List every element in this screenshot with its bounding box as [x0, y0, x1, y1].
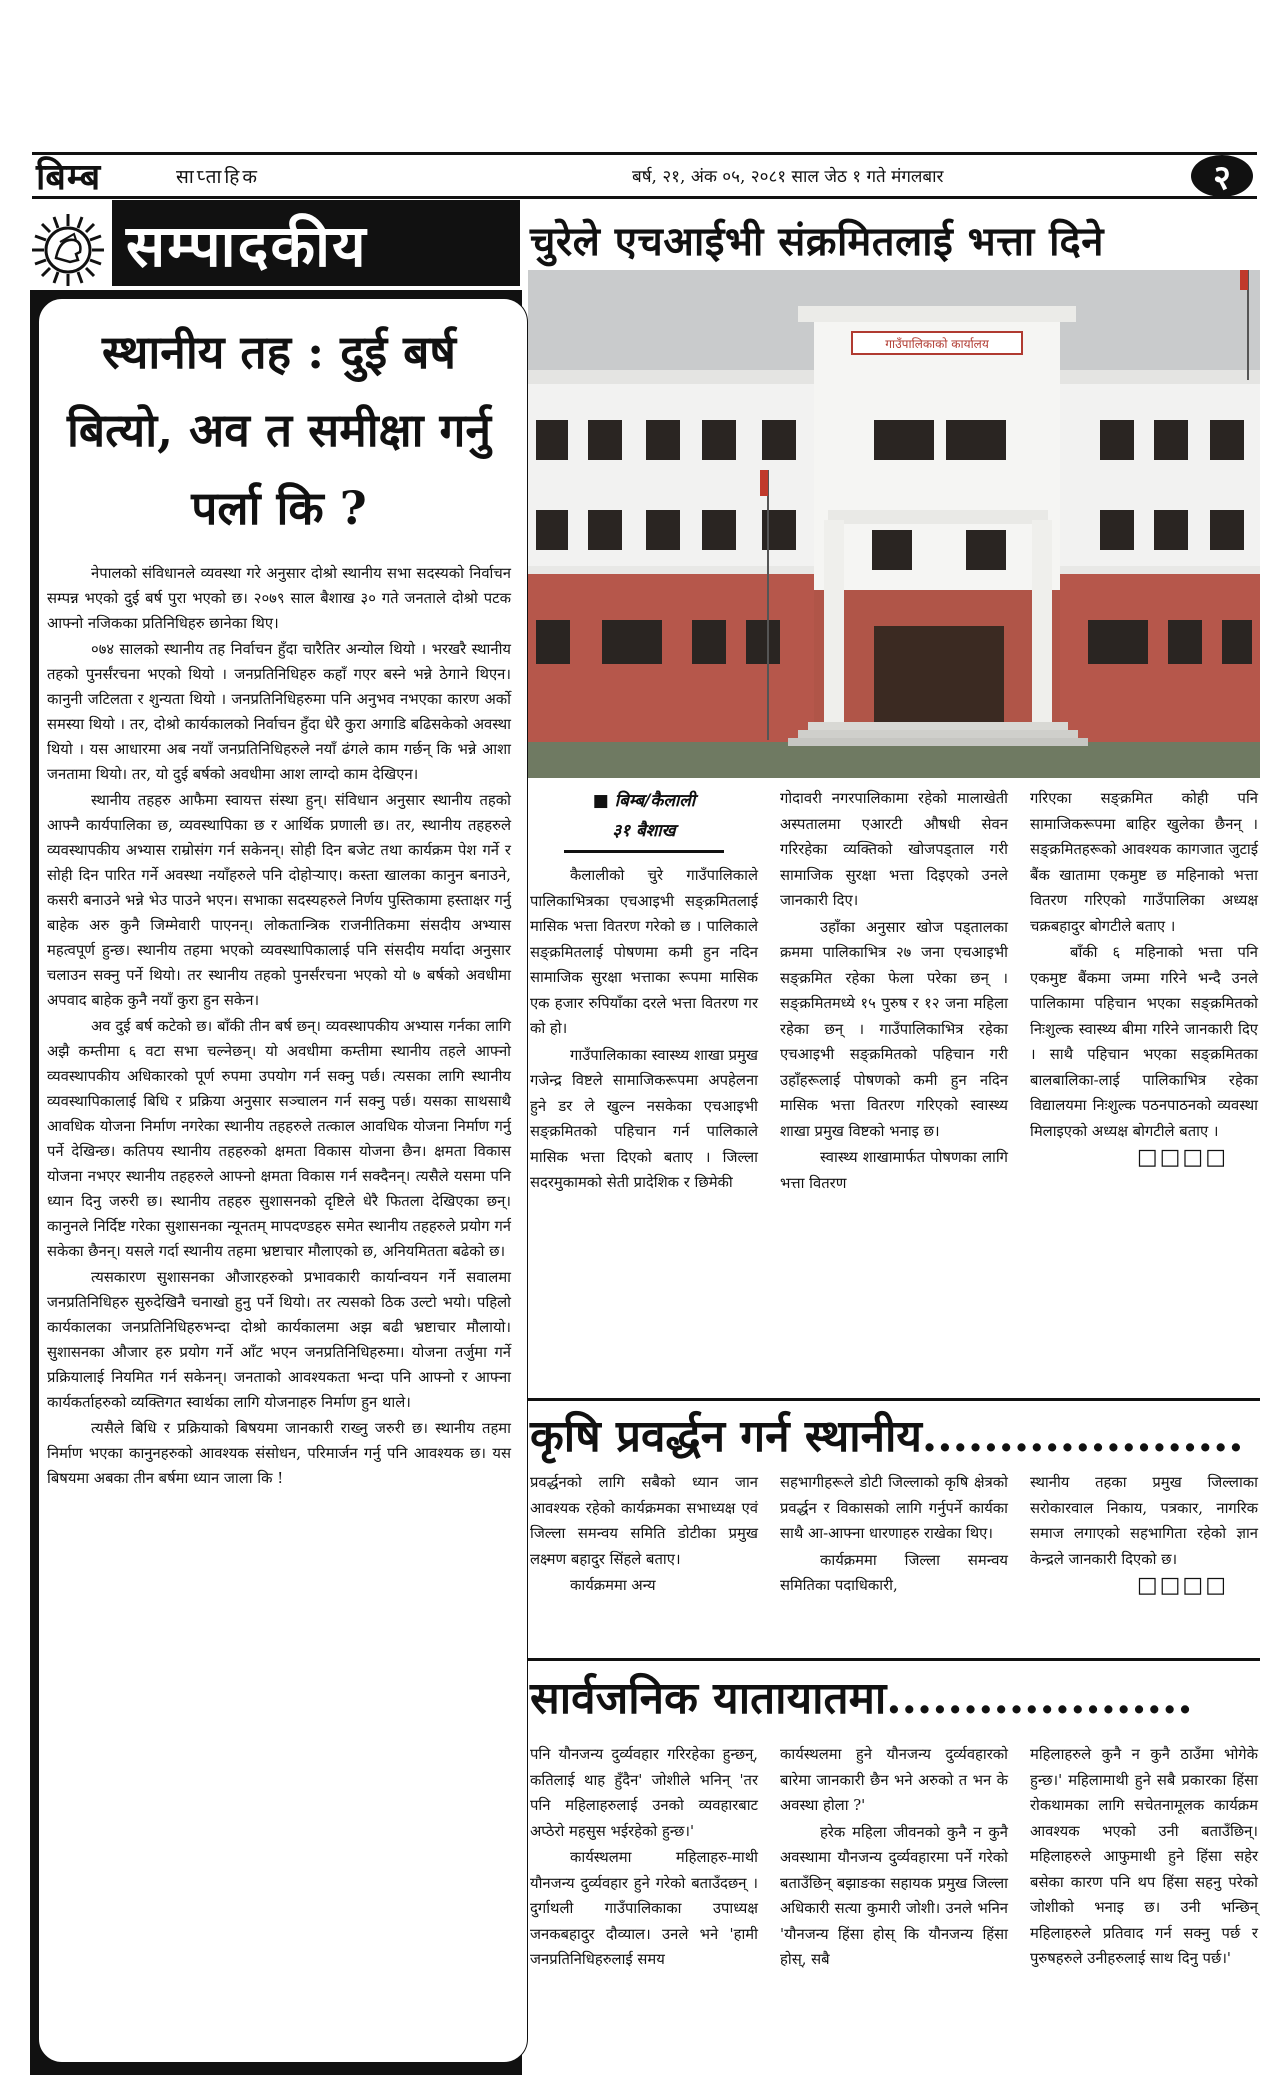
story-column-3 [1030, 786, 1258, 1171]
editorial-paragraph: ०७४ सालको स्थानीय तह निर्वाचन हुँदा चारैतिर अन्योल थियो । भरखरै स्थानीय तहको पुनर्संरचना भएको थियो । जनप्रतिनिधिहरु कहाँ गएर बस्ने भन्ने ठेगाने थिएन। कानुनी जटिलता र शुन्यता थियो । जनप्रतिनिधिहरुमा पनि अनुभव नभएका कारण अर्को समस्या थियो । तर, दोश्रो कार्यकालको निर्वाचन हुँदा धेरै कुरा अगाडि बढिसकेको अवस्था थियो । यस आधारमा अब नयाँ जनप्रतिनिधिहरुले नयाँ ढंगले काम गर्छन् कि भन्ने आशा जनतामा थियो। तर, यो दुई बर्षको अवधीमा आश लाग्दो काम देखिएन। [47, 641, 511, 783]
end-mark: □□□□ [1136, 1145, 1228, 1170]
story-column-1 [530, 1470, 758, 1600]
story-paragraph: कार्यस्थलमा हुने यौनजन्य दुर्व्यवहारको बारेमा जानकारी छैन भने अरुको त भन के अवस्था होला ?' [780, 1746, 1008, 1814]
divider [564, 850, 724, 853]
editorial-title: स्थानीय तह : दुई बर्ष बित्यो, अव त समीक्षा गर्नु पर्ला कि ? [67, 325, 491, 535]
newspaper-logo: बिम्ब [36, 157, 102, 198]
byline: ■ बिम्ब/कैलाली [592, 791, 696, 811]
divider [528, 1658, 1260, 1661]
story-column-3 [1030, 1470, 1258, 1599]
story-column-3 [1030, 1742, 1258, 1973]
byline-date: ३१ बैशाख [612, 821, 676, 841]
story-paragraph: बाँकी ६ महिनाको भत्ता पनि एकमुष्ट बैंकमा जम्मा गरिने भन्दै उनले पालिकामा पहिचान भएका सङ्क्रमितको निःशुल्क स्वास्थ्य बीमा गरिने जानकारी दिए । साथै पहिचान भएका सङ्क्रमितका बालबालिका-लाई पालिकाभित्र रहेका विद्यालयमा निःशुल्क पठनपाठनको व्यवस्था मिलाइएको अध्यक्ष बोगटीले बताए । [1030, 944, 1258, 1140]
publication-frequency: साप्ताहिक [176, 165, 260, 188]
editorial-paragraph: त्यसकारण सुशासनका औजारहरुको प्रभावकारी कार्यान्वयन गर्ने सवालमा जनप्रतिनिधिहरु सुरुदेखिनै चनाखो हुनु पर्ने थियो। तर त्यसको ठिक उल्टो भयो। पहिलो कार्यकालका जनप्रतिनिधिहरुभन्दा दोश्रो कार्यकालमा अझ बढी भ्रष्टाचार मौलायो। सुशासनका औजार हरु प्रयोग गर्ने आँट भएन जनप्रतिनिधिहरुमा। योजना तर्जुमा गर्ने प्रक्रियालाई नियमित गर्न सकेनन्। जनताको आवश्यकता भन्दा पनि आफ्नो र आफ्ना कार्यकर्ताहरुको व्यक्तिगत स्वार्थका लागि योजनाहरु निर्माण हुन थाले। [47, 1269, 511, 1411]
story-column-1 [530, 786, 758, 1197]
story-paragraph: कैलालीको चुरे गाउँपालिकाले पालिकाभित्रका एचआइभी सङ्क्रमितलाई मासिक भत्ता वितरण गरेको छ । पालिकाले सङ्क्रमितलाई पोषणमा कमी हुन नदिन सामाजिक सुरक्षा भत्ताका रूपमा मासिक एक हजार रुपियाँका दरले भत्ता वितरण गर को हो। [530, 867, 758, 1037]
editorial-paragraph: त्यसैले बिधि र प्रक्रियाको बिषयमा जानकारी राख्नु जरुरी छ। स्थानीय तहमा निर्माण भएका कानुनहरुको आवश्यक संसोधन, परिमार्जन गर्नु पनि आवश्यक छ। यस बिषयमा अबका तीन बर्षमा ध्यान जाला कि ! [47, 1420, 511, 1487]
story-column-1 [530, 1742, 758, 1974]
story-paragraph: गोदावरी नगरपालिकामा रहेको मालाखेती अस्पतालमा एआरटी औषधी सेवन गरिरहेका व्यक्तिको खोजपड्ताल गरी सामाजिक सुरक्षा भत्ता दिइएको उनले जानकारी दिए। [780, 790, 1008, 909]
story-paragraph: कार्यस्थलमा महिलाहरु-माथी यौनजन्य दुर्व्यवहार हुने गरेको बताउँदछन् । दुर्गाथली गाउँपालिकाका उपाध्यक्ष जनकबहादुर दौव्याल। उनले भने 'हामी जनप्रतिनिधिहरुलाई समय [530, 1849, 758, 1968]
story-headline: चुरेले एचआईभी संक्रमितलाई भत्ता दिने [530, 218, 1104, 265]
editorial-paragraph: नेपालको संविधानले व्यवस्था गरे अनुसार दोश्रो स्थानीय सभा सदस्यको निर्वाचन सम्पन्न भएको दुई बर्ष पुरा भएको छ। २०७९ साल बैशाख ३० गते जनताले दोश्रो पटक आफ्नो नजिकका प्रतिनिधिहरु छानेका थिए। [47, 565, 511, 632]
story-paragraph: पनि यौनजन्य दुर्व्यवहार गरिरहेका हुन्छन्, कतिलाई थाह हुँदैन' जोशीले भनिन् 'तर पनि महिलाहरुलाई उनको व्यवहारबाट अप्ठेरो महसुस भईरहेको हुन्छ।' [530, 1746, 758, 1840]
story-paragraph: गरिएका सङ्क्रमित कोही पनि सामाजिकरूपमा बाहिर खुलेका छैनन् । सङ्क्रमितहरूको आवश्यक कागजात जुटाई बैंक खातामा एकमुष्ट छ महिनाको भत्ता वितरण गरिएको गाउँपालिका अध्यक्ष चक्रबहादुर बोगटीले बताए । [1030, 790, 1258, 935]
story-paragraph: हरेक महिला जीवनको कुनै न कुनै अवस्थामा यौनजन्य दुर्व्यवहारमा पर्ने गरेको बताउँछिन् बझाङका सहायक प्रमुख जिल्ला अधिकारी सत्या कुमारी जोशी। उनले भनिन 'यौनजन्य हिंसा होस् कि यौनजन्य हिंसा होस्, सबै [780, 1823, 1008, 1968]
editorial-emblem-icon [30, 212, 106, 288]
end-mark: □□□□ [1136, 1573, 1228, 1598]
story-paragraph: गाउँपालिकाका स्वास्थ्य शाखा प्रमुख गजेन्द्र विष्टले सामाजिकरूपमा अपहेलना हुने डर ले खुल्न नसकेका एचआइभी सङ्क्रमितको पहिचान गर्न पालिकाले मासिक भत्ता दिएको बताए । जिल्ला सदरमुकामको सेती प्रादेशिक र छिमेकी [530, 1046, 758, 1191]
editorial-paragraph: स्थानीय तहहरु आफैमा स्वायत्त संस्था हुन्। संविधान अनुसार स्थानीय तहको आफ्नै कार्यपालिका छ, व्यवस्थापिका छ र आर्थिक प्रणाली छ। तर, स्थानीय तहहरुले व्यवस्थापकीय अभ्यास राम्रोसंग गर्न सकेनन्। सोही दिन बजेट तथा कार्यक्रम पेश गर्ने र सोही दिन पारित गर्ने अवस्था नयाँहरुले पनि दोहोऱ्याए। कस्ता खालका कानुन बनाउने, कसरी बनाउने भन्ने भेउ पाउने भएन। सभाका सदस्यहरुले निर्णय पुस्तिकामा हस्ताक्षर गर्नु बाहेक अरु कुनै जिम्मेवारी पाएनन्। लोकतान्त्रिक राजनीतिकमा संसदीय अभ्यास महत्वपूर्ण हुन्छ। स्थानीय तहमा भएको व्यवस्थापिकालाई पनि संसदीय मर्यादा अनुसार चलाउन सक्नु पर्ने थियो। तर स्थानीय तहको पुनर्संरचना भएको यो ७ बर्षको अवधीमा अपवाद बाहेक कुनै नयाँ कुरा हुन सकेन। [47, 792, 511, 1009]
story-headline: सार्वजनिक यातायातमा.................... [530, 1673, 1193, 1724]
story-column-2 [780, 1470, 1008, 1600]
editorial-paragraph: अव दुई बर्ष कटेको छ। बाँकी तीन बर्ष छन्। व्यवस्थापकीय अभ्यास गर्नका लागि अझै कम्तीमा ६ वटा सभा चल्नेछन्। यो अवधीमा कम्तीमा स्थानीय तहले आफ्नो व्यवस्थापकीय अधिकारको पूर्ण रुपमा उपयोग गर्न सक्नु पर्छ। त्यसका लागि स्थानीय व्यवस्थापिकालाई बिधि र प्रक्रिया अनुसार सञ्चालन गर्न सक्नु पर्छ। यसका साथसाथै आवधिक योजना निर्माण नगरेका स्थानीय तहहरुले तत्काल आवधिक योजना निर्माण गर्नु पर्ने देखिन्छ। कतिपय स्थानीय तहहरुको क्षमता विकास योजना छैन। क्षमता विकास योजना नभएर स्थानीय तहहरुले आफ्नो क्षमता विकास गर्न सक्दैनन्। त्यसैले यसमा पनि ध्यान दिनु जरुरी छ। स्थानीय तहहरु सुशासनको दृष्टिले धेरै फितला देखिएका छन्। कानुनले निर्दिष्ट गरेका सुशासनका न्यूनतम् मापदण्डहरु समेत स्थानीय तहहरुले प्रयोग गर्न सकेका छैनन्। यसले गर्दा स्थानीय तहमा भ्रष्टाचार मौलाएको छ, अनियमितता बढेको छ। [47, 1018, 511, 1260]
story-paragraph: उहाँका अनुसार खोज पड्तालका क्रममा पालिकाभित्र २७ जना एचआइभी सङ्क्रमित रहेका फेला परेका छन् । सङ्क्रमितमध्ये १५ पुरुष र १२ जना महिला रहेका छन् । गाउँपालिकाभित्र रहेका एचआइभी सङ्क्रमितको पहिचान गरी उहाँहरूलाई पोषणको कमी हुन नदिन मासिक भत्ता वितरण गरिएको स्वास्थ्य शाखा प्रमुख विष्टको भनाइ छ। [780, 918, 1008, 1140]
editorial-column [30, 290, 522, 2075]
story-paragraph: महिलाहरुले कुनै न कुनै ठाउँमा भोगेके हुन्छ।' महिलामाथी हुने सबै प्रकारका हिंसा रोकथामका लागि सचेतनामूलक कार्यक्रम आवश्यक भएको उनी बताउँछिन्। महिलाहरुले आफुमाथी हुने हिंसा सहेर बसेका कारण पनि थप हिंसा सहनु परेको जोशीको भनाइ छ। उनी भन्छिन् महिलाहरुले प्रतिवाद गर्न सक्नु पर्छ र पुरुषहरुले उनीहरुलाई साथ दिनु पर्छ।' [1030, 1746, 1258, 1967]
story-paragraph: प्रवर्द्धनको लागि सबैको ध्यान जान आवश्यक रहेको कार्यक्रमका सभाध्यक्ष एवं जिल्ला समन्वय समिति डोटीका प्रमुख लक्ष्मण बहादुर सिंहले बताए। [530, 1474, 758, 1568]
news-photo [528, 270, 1260, 778]
story-paragraph: कार्यक्रममा अन्य [570, 1577, 656, 1594]
masthead [32, 152, 1257, 199]
dateline: बर्ष, २१, अंक ०५, २०८१ साल जेठ १ गते मंगलबार [632, 167, 944, 187]
story-paragraph: कार्यक्रममा जिल्ला समन्वय समितिका पदाधिकारी, [780, 1551, 1008, 1594]
story-headline: कृषि प्रवर्द्धन गर्न स्थानीय..................... [530, 1411, 1244, 1462]
story-paragraph: स्वास्थ्य शाखामार्फत पोषणका लागि भत्ता वितरण [780, 1149, 1008, 1192]
building-sign: गाउँपालिकाको कार्यालय [885, 337, 989, 351]
editorial-body [47, 561, 511, 1491]
divider [528, 1398, 1260, 1401]
editorial-box [38, 298, 528, 2063]
editorial-banner: सम्पादकीय [112, 200, 520, 286]
page-number: २ [1191, 155, 1253, 197]
story-column-2 [780, 786, 1008, 1197]
story-paragraph: सहभागीहरूले डोटी जिल्लाको कृषि क्षेत्रको प्रवर्द्धन र विकासको लागि गर्नुपर्ने कार्यका साथै आ-आफ्ना धारणाहरु राखेका थिए। [780, 1474, 1008, 1542]
story-column-2 [780, 1742, 1008, 1974]
story-paragraph: स्थानीय तहका प्रमुख जिल्लाका सरोकारवाल निकाय, पत्रकार, नागरिक समाज लगाएको सहभागिता रहेको ज्ञान केन्द्रले जानकारी दिएको छ। [1030, 1474, 1258, 1568]
